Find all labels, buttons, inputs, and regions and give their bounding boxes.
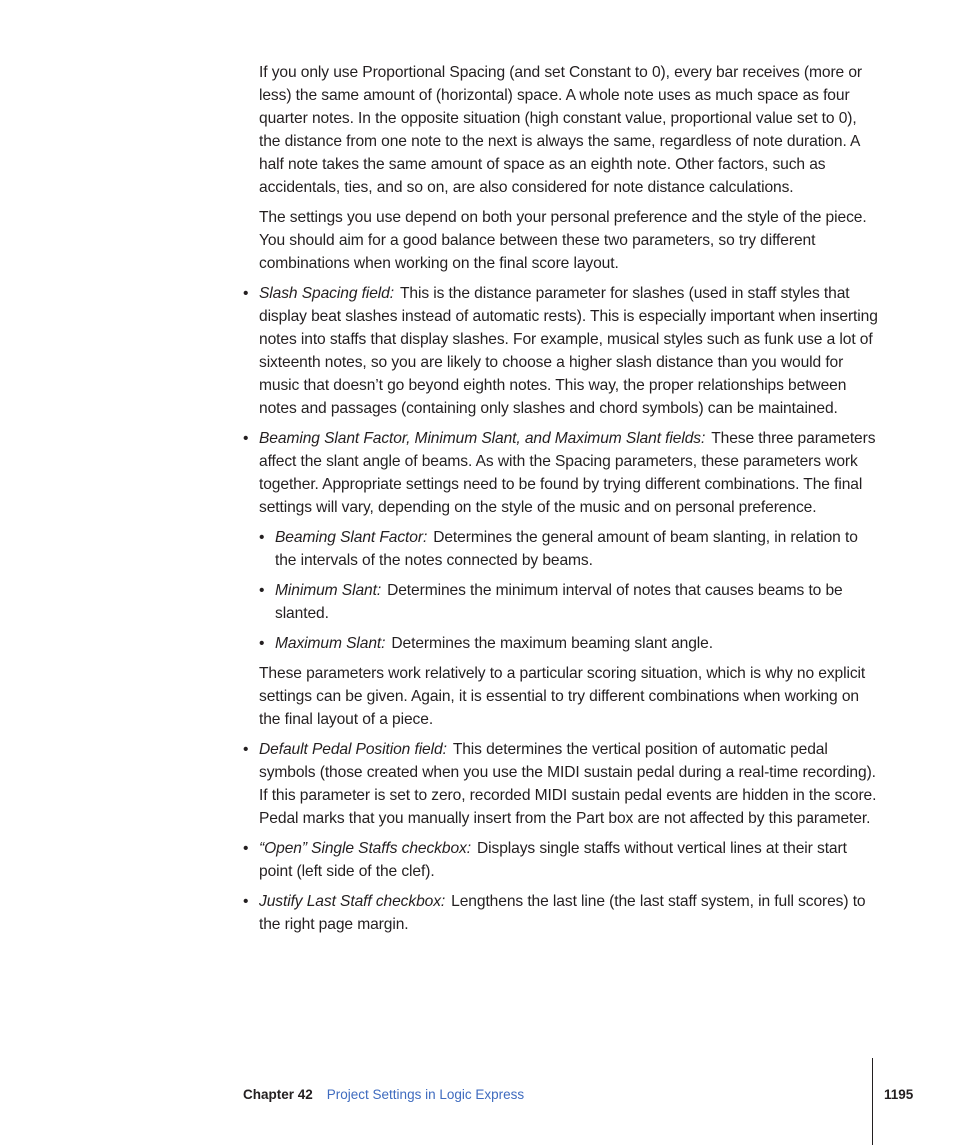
term-description: Determines the minimum interval of notes that causes beams to be slanted. [275,582,843,622]
term-label: Minimum Slant: [275,582,382,599]
chapter-label: Chapter 42 [243,1087,313,1102]
list-item-default-pedal-position [243,738,879,830]
term-label: Default Pedal Position field: [259,741,447,758]
term-description: This determines the vertical position of automatic pedal symbols (those created when you use the MIDI sustain pedal during a real-time recording). If this parameter is set to zero, recorded MIDI sustain pedal events are hidden in the score. Pedal marks that you manually insert from the Part box are not affected by this parameter. [259,741,877,827]
term-label: Beaming Slant Factor: [275,529,428,546]
term-description: Displays single staffs without vertical lines at their start point (left side of the clef). [259,840,847,880]
page-number: 1195 [884,1087,914,1102]
page-footer [243,1085,524,1105]
bullet-icon: • [243,430,249,447]
term-description: These three parameters affect the slant angle of beams. As with the Spacing parameters, these parameters work together. Appropriate settings need to be found by trying different combinations. The final settings will vary, depending on the style of the music and on personal preference. [259,430,876,516]
list-item-beaming-slant [243,427,879,519]
bullet-icon: • [259,635,265,652]
list-item-slash-spacing [243,282,879,420]
sub-item-maximum-slant [259,632,879,655]
page-body [243,61,879,943]
bullet-icon: • [259,582,265,599]
term-label: Beaming Slant Factor, Minimum Slant, and Maximum Slant fields: [259,430,706,447]
bullet-icon: • [243,285,249,302]
sub-item-beaming-slant-factor [259,526,879,572]
sub-item-minimum-slant [259,579,879,625]
list-item-open-single-staffs [243,837,879,883]
term-description: Determines the general amount of beam slanting, in relation to the intervals of the notes connected by beams. [275,529,858,569]
chapter-title-link[interactable]: Project Settings in Logic Express [326,1087,525,1102]
term-label: “Open” Single Staffs checkbox: [259,840,471,857]
term-description: Lengthens the last line (the last staff system, in full scores) to the right page margin. [259,893,866,933]
bullet-icon: • [243,893,249,910]
term-label: Maximum Slant: [275,635,386,652]
bullet-icon: • [243,741,249,758]
footer-divider [872,1058,873,1145]
bullet-icon: • [259,529,265,546]
term-description: This is the distance parameter for slashes (used in staff styles that display beat slashes instead of automatic rests). This is especially important when inserting notes into staffs that display slashes. For example, musical styles such as funk use a lot of sixteenth notes, so you are likely to choose a higher slash distance than you would for music that doesn’t go beyond eighth notes. This way, the proper relationships between notes and passages (containing only slashes and chord symbols) can be maintained. [259,285,878,417]
term-description: Determines the maximum beaming slant angle. [391,635,713,652]
term-label: Justify Last Staff checkbox: [259,893,446,910]
paragraph-proportional-spacing: If you only use Proportional Spacing (and set Constant to 0), every bar receives (more or less) the same amount of (horizontal) space. A whole note uses as much space as four quarter notes. In the opposite situation (high constant value, proportional value set to 0), the distance from one note to the next is always the same, regardless of note duration. A half note takes the same amount of space as an eighth note. Other factors, such as accidentals, ties, and so on, are also considered for note distance calculations. [259,64,863,196]
paragraph-scoring-situation: These parameters work relatively to a particular scoring situation, which is why no explicit settings can be given. Again, it is essential to try different combinations when working on the final layout of a piece. [259,665,866,728]
term-label: Slash Spacing field: [259,285,394,302]
paragraph-settings-balance: The settings you use depend on both your personal preference and the style of the piece. You should aim for a good balance between these two parameters, so try different combinations when working on the final score layout. [259,209,867,272]
bullet-icon: • [243,840,249,857]
list-item-justify-last-staff [243,890,879,936]
